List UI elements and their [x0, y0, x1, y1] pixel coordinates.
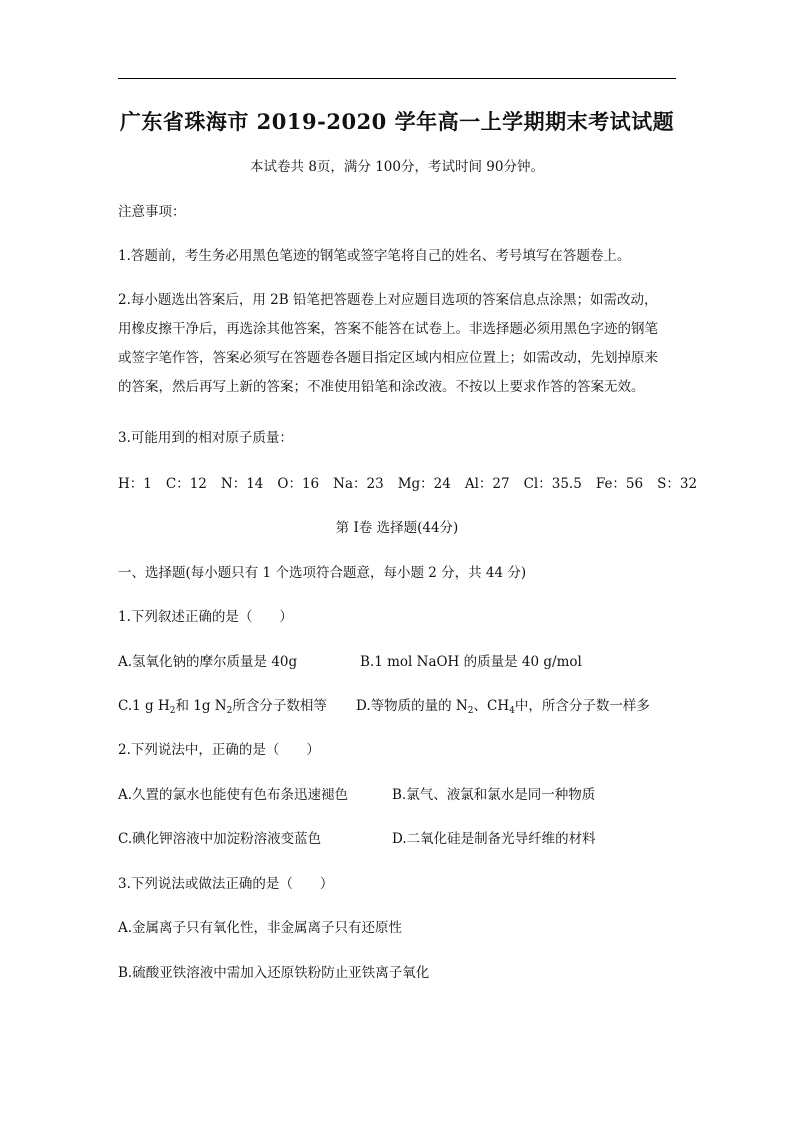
option-text: 中，所含分子数一样多 — [514, 698, 650, 714]
question-2-stem: 2.下列说法中，正确的是（ ） — [118, 742, 320, 758]
notice-heading: 注意事项： — [118, 204, 186, 220]
atomic-mass-list — [118, 474, 697, 494]
atomic-mass-item: Mg：24 — [397, 476, 451, 492]
atomic-mass-item: N：14 — [220, 476, 264, 492]
question-3-stem: 3.下列说法或做法正确的是（ ） — [118, 876, 334, 892]
option-text: D.等物质的量的 N — [356, 698, 468, 714]
option-text: 和 1g N — [175, 698, 227, 714]
notice-item-2-line-1: 2.每小题选出答案后，用 2B 铅笔把答题卷上对应题目选项的答案信息点涂黑；如需改动， — [118, 292, 658, 308]
atomic-mass-item: Al：27 — [464, 476, 510, 492]
exam-subtitle: 本试卷共 8页，满分 100分，考试时间 90分钟。 — [250, 159, 544, 175]
atomic-mass-item: Na：23 — [333, 476, 384, 492]
atomic-mass-item: C：12 — [165, 476, 207, 492]
atomic-mass-item: Fe：56 — [595, 476, 644, 492]
question-1-stem: 1.下列叙述正确的是（ ） — [118, 609, 293, 625]
part-title: 一、选择题(每小题只有 1 个选项符合题意，每小题 2 分，共 44 分) — [118, 565, 527, 581]
atomic-mass-item: O：16 — [277, 476, 320, 492]
notice-item-3: 3.可能用到的相对原子质量： — [118, 430, 293, 446]
question-2-option-b: B.氯气、液氯和氯水是同一种物质 — [392, 787, 596, 803]
subscript: 2 — [226, 706, 233, 716]
atomic-mass-item: Cl：35.5 — [523, 476, 582, 492]
atomic-mass-item: S：32 — [657, 476, 698, 492]
notice-item-2-line-4: 的答案，然后再写上新的答案；不准使用铅笔和涂改液。不按以上要求作答的答案无效。 — [118, 379, 645, 395]
subscript: 2 — [169, 706, 176, 716]
question-1-option-a: A.氢氧化钠的摩尔质量是 40g — [118, 654, 298, 670]
section-title: 第 I卷 选择题(44分) — [335, 520, 459, 536]
subscript: 4 — [509, 706, 515, 716]
question-3-option-b: B.硫酸亚铁溶液中需加入还原铁粉防止亚铁离子氧化 — [118, 965, 430, 981]
notice-item-2-line-2: 用橡皮擦干净后，再选涂其他答案，答案不能答在试卷上。非选择题必须用黑色字迹的钢笔 — [118, 321, 658, 337]
header-rule — [118, 78, 676, 79]
notice-item-2-line-3: 或签字笔作答，答案必须写在答题卷各题目指定区域内相应位置上；如需改动，先划掉原来 — [118, 350, 658, 366]
atomic-mass-item: H：1 — [118, 476, 152, 492]
option-text: 、CH — [473, 698, 510, 714]
question-3-option-a: A.金属离子只有氧化性，非金属离子只有还原性 — [118, 920, 403, 936]
question-2-option-d: D.二氧化硅是制备光导纤维的材料 — [392, 831, 596, 847]
question-1-option-c — [118, 696, 327, 716]
question-2-option-c: C.碘化钾溶液中加淀粉溶液变蓝色 — [118, 831, 322, 847]
notice-item-1: 1.答题前，考生务必用黑色笔迹的钢笔或签字笔将自己的姓名、考号填写在答题卷上。 — [118, 248, 631, 264]
question-1-option-d — [356, 696, 650, 716]
option-text: 所含分子数相等 — [232, 698, 327, 714]
question-1-option-b: B.1 mol NaOH 的质量是 40 g/mol — [360, 654, 582, 670]
page-title: 广东省珠海市 2019-2020 学年高一上学期期末考试试题 — [119, 109, 675, 134]
question-2-option-a: A.久置的氯水也能使有色布条迅速褪色 — [118, 787, 349, 803]
option-text: C.1 g H — [118, 698, 170, 714]
subscript: 2 — [467, 706, 474, 716]
